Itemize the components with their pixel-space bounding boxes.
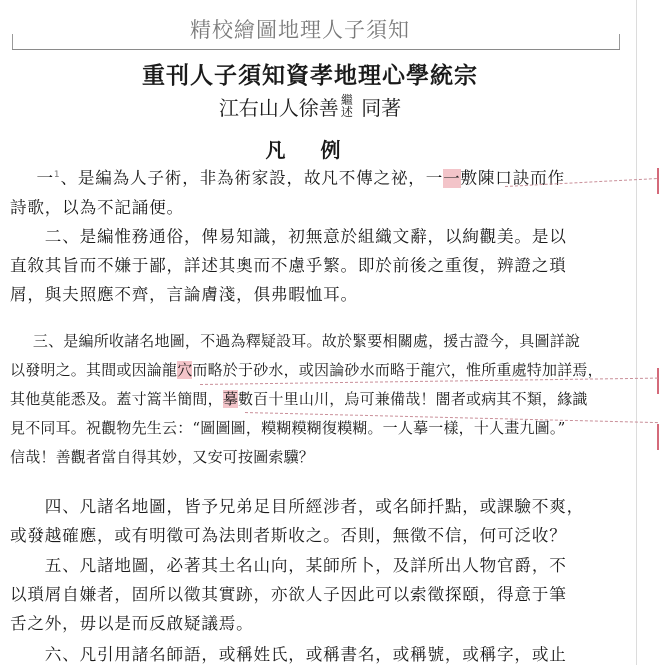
paragraph-1 — [10, 161, 612, 222]
text-line — [10, 492, 612, 521]
header-rule — [12, 49, 620, 50]
text-line — [10, 222, 612, 251]
text-line — [10, 161, 612, 193]
text-run: 二、是編惟務通俗，俾易知識，初無意於組織文辭，以絢觀美。是以 — [44, 227, 567, 246]
comment-marker[interactable] — [657, 168, 659, 194]
text-run: 其他莫能悉及。蓋寸篙半簡間， — [10, 390, 223, 408]
text-run: 數百十里山川，烏可兼備哉！闇者或病其不類，緣識 — [238, 390, 588, 408]
text-line: 詩歌，以為不記誦便。 — [10, 197, 184, 217]
paragraph-2 — [10, 222, 612, 309]
text-line: 見不同耳。祝觀物先生云：“圖圖圖，糢糊糢糊復糢糊。一人摹一樣，十人畫九圖。” — [10, 419, 566, 437]
comment-marker[interactable] — [657, 368, 659, 394]
text-line: 信哉！善觀者當自得其妙，又安可按圖索驥？ — [10, 448, 315, 466]
paragraph-4 — [10, 492, 612, 550]
document-title: 重刊人子須知資孝地理心學統宗 — [142, 62, 478, 89]
section-heading: 凡 例 — [265, 138, 355, 162]
text-run: 五、凡諸地圖，必著其土名山向，某師所卜，及詳所出人物官爵，不 — [44, 556, 567, 575]
text-line: 屑，與夫照應不齊，言論膚淺，俱弗暇恤耳。 — [10, 285, 358, 304]
text-line: 以瑣屑自嫌者，固所以徵其實跡，亦欲人子因此可以索徵探頤，得意于筆 — [10, 585, 567, 604]
text-line — [10, 551, 612, 580]
text-line: 或發越確應，或有明徵可為法則者斯收之。否則，無徵不信，何可泛收？ — [10, 526, 567, 545]
paragraph-3 — [10, 327, 612, 472]
text-run: 敷陳口訣而作 — [460, 168, 565, 188]
text-run: 、是編為人子術，非為術家設，故凡不傳之祕，一 — [60, 168, 444, 188]
text-run: 四、凡諸名地圖，皆予兄弟足目所經涉者，或名師扦點，或課驗不爽， — [44, 497, 585, 516]
comment-marker[interactable] — [657, 424, 659, 450]
author-stacked-text — [341, 94, 353, 118]
text-run: 三、是編所收諸名地圖，不過為釋疑設耳。故於緊要相關處，援古證今，具圖詳說 — [32, 332, 581, 350]
running-header: 精校繪圖地理人子須知 — [190, 18, 410, 42]
text-run: 而略於于砂水，或因論砂水而略于龍穴，惟所重處特加詳焉， — [192, 361, 603, 379]
highlighted-text[interactable]: 一 — [443, 168, 461, 188]
text-line — [10, 385, 612, 414]
footnote-mark[interactable]: 1 — [53, 170, 61, 180]
author-name: 江右山人徐善 — [218, 96, 339, 120]
paragraph-5 — [10, 551, 612, 638]
comment-margin-line — [636, 0, 637, 665]
text-run: 以發明之。其間或因論龍 — [10, 361, 178, 379]
text-line: 直敘其旨而不嫌于鄙，詳述其奧而不慮乎繁。即於前後之重復，辨證之瑣 — [10, 256, 567, 275]
text-line — [10, 356, 612, 385]
text-run: 六、凡引用諸名師語，或稱姓氏，或稱書名，或稱號，或稱字，或止 — [44, 645, 567, 664]
author-suffix: 同著 — [361, 96, 402, 120]
paragraph-number: 一 — [36, 168, 54, 188]
author-line — [0, 92, 620, 122]
highlighted-text[interactable]: 摹 — [222, 390, 239, 408]
header-corner-mark-right — [619, 34, 620, 50]
stack-bottom: 述 — [340, 104, 353, 119]
text-line — [10, 327, 612, 356]
stack-top: 繼 — [340, 92, 353, 107]
highlighted-text[interactable]: 穴 — [177, 361, 193, 379]
text-line: 舌之外，毋以是而反啟疑議焉。 — [10, 614, 254, 633]
